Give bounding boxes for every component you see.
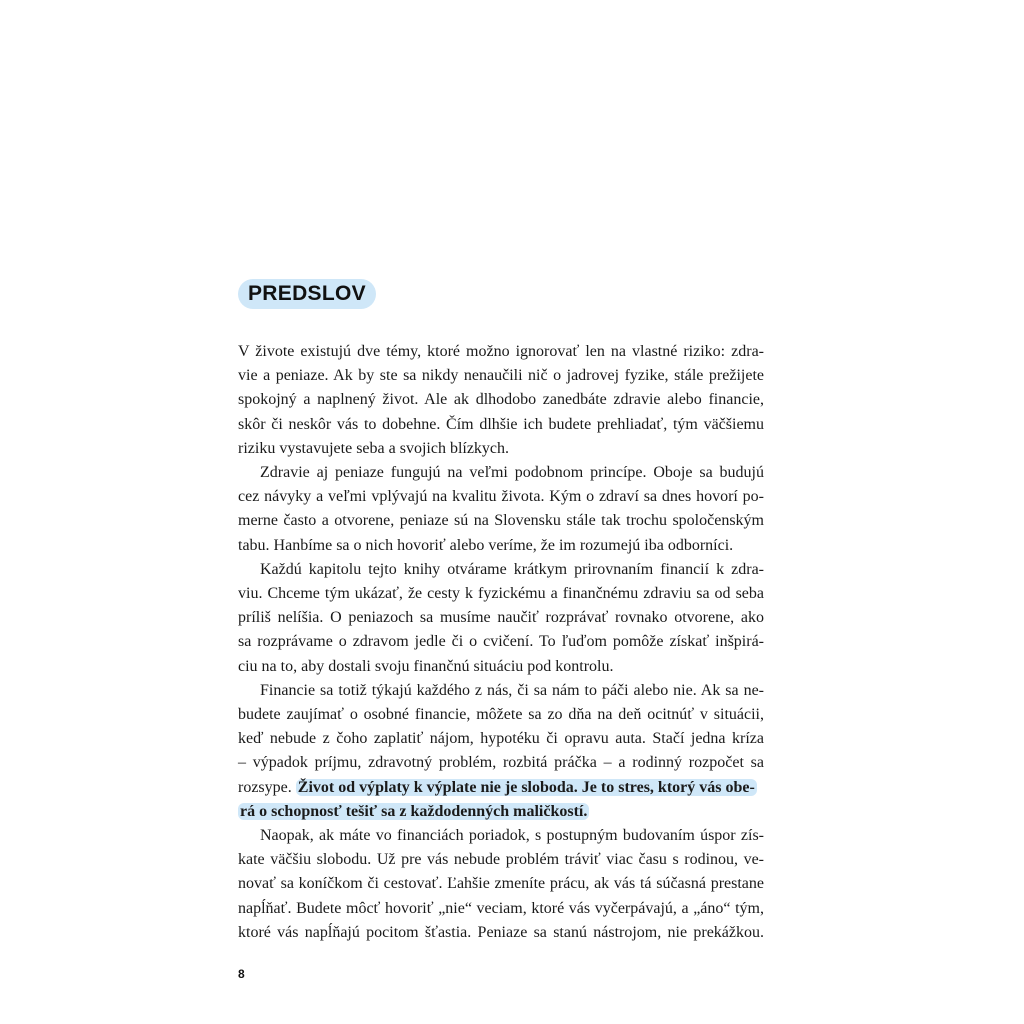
text-line: viu. Chceme tým ukázať, že cesty k fyzickému a finančnému zdraviu sa od seba <box>238 585 764 603</box>
highlighted-quote: Život od výplaty k výplate nie je sloboda. Je to stres, ktorý vás obe- <box>297 778 755 796</box>
text-line: Financie sa totiž týkajú každého z nás, či sa nám to páči alebo nie. Ak sa ne- <box>260 681 764 699</box>
text-line: sa rozprávame o zdravom jedle či o cvičení. To ľuďom pomôže získať inšpirá- <box>238 633 764 651</box>
text-line: ciu na to, aby dostali svoju finančnú situáciu pod kontrolu. <box>238 657 614 675</box>
text-line <box>238 776 764 800</box>
text-line: riziku vystavujete seba a svojich blízkych. <box>238 439 510 457</box>
text-line: novať sa koníčkom či cestovať. Ľahšie zmeníte prácu, ak vás tá súčasná prestane <box>238 875 764 893</box>
text-line: Zdravie aj peniaze fungujú na veľmi podobnom princípe. Oboje sa budujú <box>260 464 764 482</box>
body-text <box>238 340 764 945</box>
text-line: tabu. Hanbíme sa o nich hovoriť alebo veríme, že im rozumejú iba odborníci. <box>238 536 734 554</box>
text-line: budete zaujímať o osobné financie, môžete sa zo dňa na deň ocitnúť v situácii, <box>238 706 764 724</box>
text-line: napĺňať. Budete môcť hovoriť „nie“ veciam, ktoré vás vyčerpávajú, a „áno“ tým, <box>238 899 764 917</box>
text-line: Naopak, ak máte vo financiách poriadok, s postupným budovaním úspor zís- <box>260 827 764 845</box>
text-line <box>238 800 764 824</box>
page-title: PREDSLOV <box>248 282 366 305</box>
text-line: merne často a otvorene, peniaze sú na Slovensku stále tak trochu spoločenským <box>238 512 764 530</box>
text-line: cez návyky a veľmi vplývajú na kvalitu života. Kým o zdraví sa dnes hovorí po- <box>238 488 764 506</box>
text-line: spokojný a naplnený život. Ale ak dlhodobo zanedbáte zdravie alebo financie, <box>238 391 764 409</box>
text-line: keď nebude z čoho zaplatiť nájom, hypotéku či opravu auta. Stačí jedna kríza <box>238 730 764 748</box>
highlighted-quote: rá o schopnosť tešiť sa z každodenných maličkostí. <box>240 802 588 820</box>
text-line: príliš nelíšia. O peniazoch sa musíme naučiť rozprávať rovnako otvorene, ako <box>238 609 764 627</box>
text-line: Každú kapitolu tejto knihy otvárame krátkym prirovnaním financií k zdra- <box>260 560 764 578</box>
text-line: V živote existujú dve témy, ktoré možno ignorovať len na vlastné riziko: zdra- <box>238 343 764 360</box>
text-line: vie a peniaze. Ak by ste sa nikdy nenaučili nič o jadrovej fyzike, stále prežijete <box>238 367 764 385</box>
page-number: 8 <box>238 967 245 981</box>
text-line: – výpadok príjmu, zdravotný problém, rozbitá práčka – a rodinný rozpočet sa <box>238 754 764 772</box>
text-fragment: rozsype. <box>238 778 292 796</box>
text-line: kate väčšiu slobodu. Už pre vás nebude problém tráviť viac času s rodinou, ve- <box>238 851 764 869</box>
text-line: ktoré vás napĺňajú pocitom šťastia. Peniaze sa stanú nástrojom, nie prekážkou. <box>238 923 764 941</box>
text-line: skôr či neskôr vás to dobehne. Čím dlhšie ich budete prehliadať, tým väčšiemu <box>238 415 764 433</box>
heading-highlight <box>238 279 376 309</box>
